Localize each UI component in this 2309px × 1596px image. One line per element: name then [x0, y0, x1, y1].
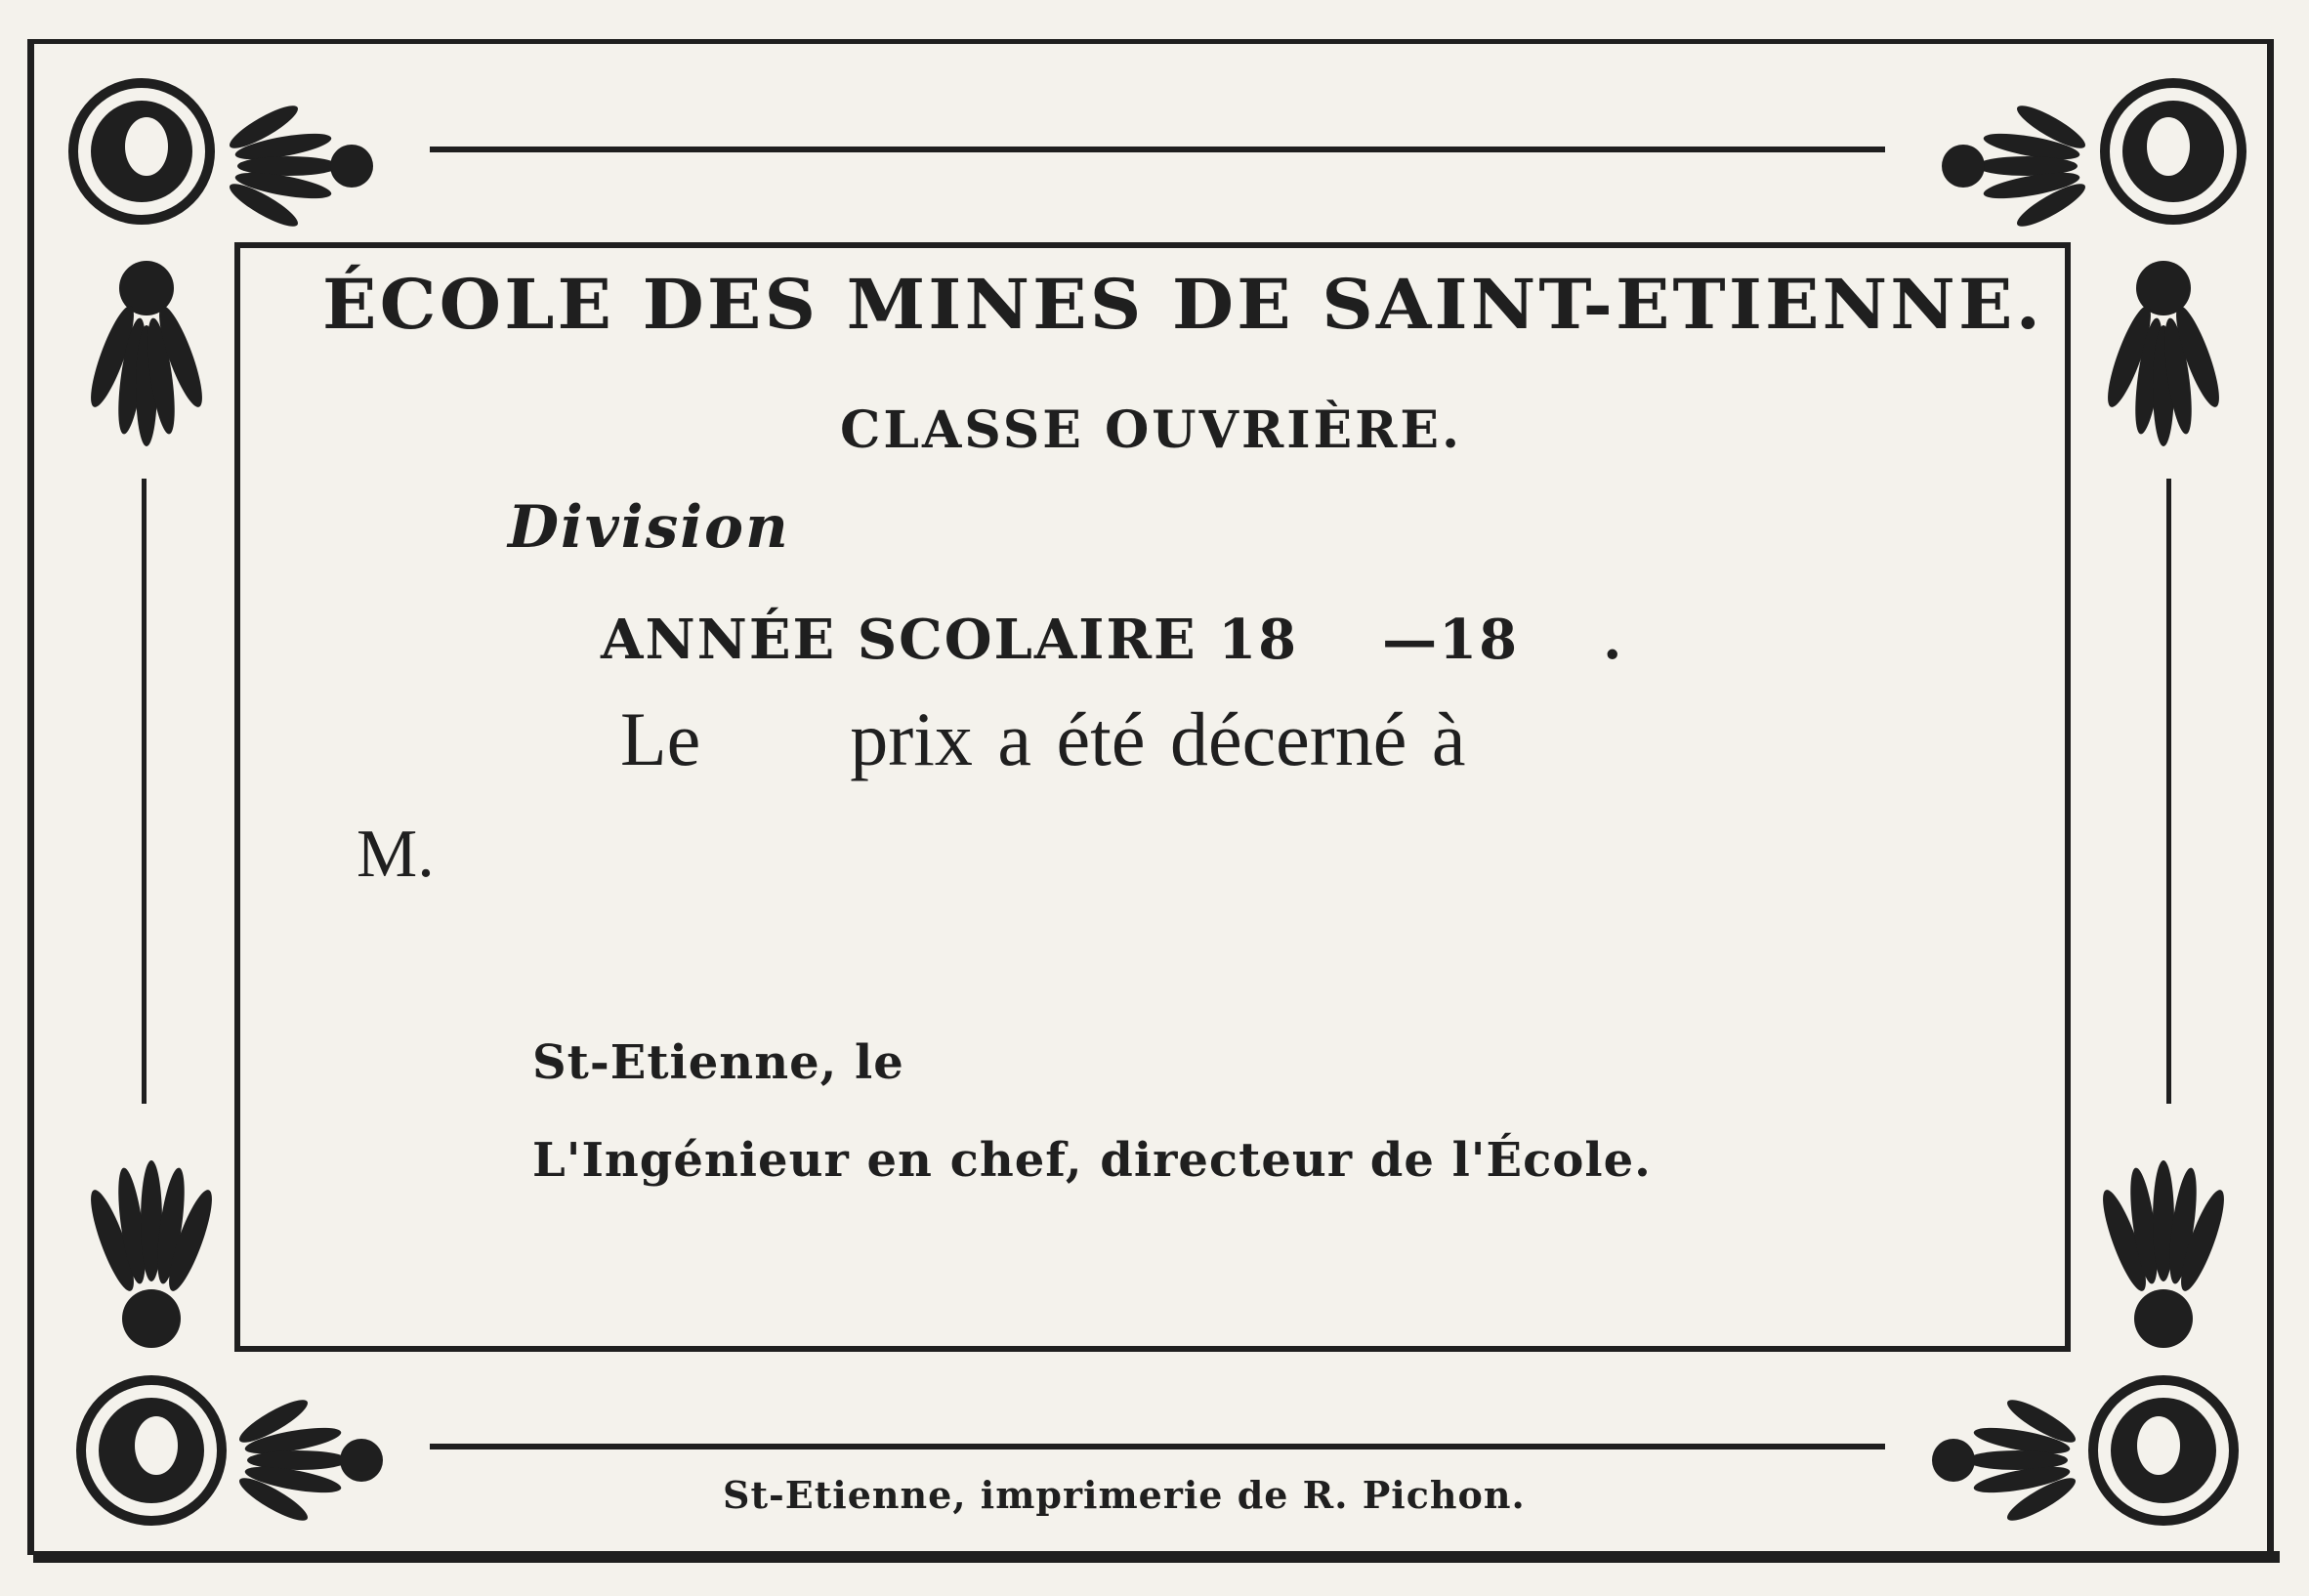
- signatory-line: L'Ingénieur en chef, directeur de l'École.: [532, 1133, 1652, 1188]
- recipient-prefix: M.: [357, 817, 435, 892]
- anthemion-icon: [73, 1153, 230, 1358]
- school-year-line: ANNÉE SCOLAIRE 18 —18 .: [601, 608, 1624, 672]
- bottom-rule-inner: [234, 1346, 2071, 1352]
- palmette-medallion-icon: [1875, 1363, 2256, 1538]
- top-rule-outer: [430, 147, 1885, 152]
- left-side-rule: [142, 479, 147, 1104]
- school-title: ÉCOLE DES MINES DE SAINT-ETIENNE.: [322, 264, 2044, 345]
- medallion-palmette-icon: [59, 68, 430, 244]
- right-side-rule: [2166, 479, 2171, 1104]
- class-subtitle: CLASSE OUVRIÈRE.: [840, 400, 1463, 460]
- medallion-palmette-icon: [59, 1363, 440, 1538]
- bottom-rule-outer: [430, 1444, 1885, 1449]
- division-label: Division: [508, 493, 790, 562]
- prize-line: Le prix a été décerné à: [620, 696, 1466, 781]
- anthemion-icon: [2085, 1153, 2242, 1358]
- palmette-icon: [73, 249, 220, 464]
- place-date-line: St-Etienne, le: [532, 1035, 904, 1090]
- printer-line: St-Etienne, imprimerie de R. Pichon.: [723, 1473, 1526, 1517]
- palmette-icon: [2090, 249, 2237, 464]
- top-rule-inner: [234, 242, 2071, 248]
- palmette-medallion-icon: [1885, 68, 2256, 244]
- outer-frame-bottom: [33, 1551, 2280, 1563]
